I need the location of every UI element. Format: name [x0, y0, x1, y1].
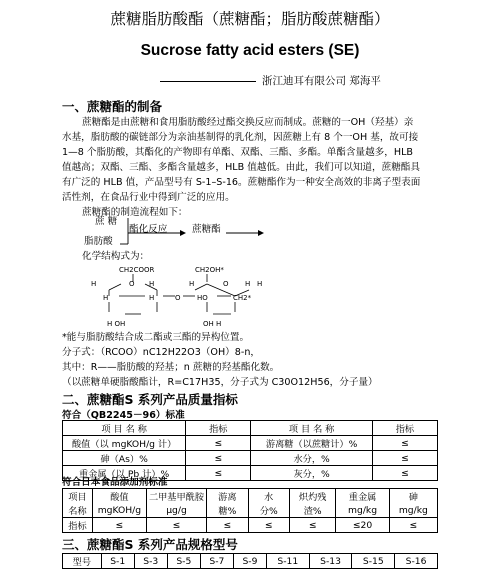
struct-ch2oh: CH2OH*: [195, 266, 224, 274]
section3-heading: 三、蔗糖酯S 系列产品规格型号: [62, 537, 238, 552]
s1-para-line-1: 蔗糖酯是由蔗糖和食用脂肪酸经过酯交换反应而制成。蔗糖的一OH（羟基）亲: [82, 117, 414, 128]
table-cell: 灰分，%: [251, 466, 373, 481]
table-cell: 分%: [248, 503, 289, 518]
table-row: [63, 554, 438, 569]
s1-para-line-4: 值越高；双酯、三酯、多酯含量越多，HLB 值越低。由此，我们可以知道，蔗糖酯具: [62, 162, 420, 173]
s1-para-line-3: 1—8 个脂肪酸，其酯化的产物即有单酯、双酯、三酯、多酯。单酯含量越多，HLB: [62, 147, 413, 158]
table-cell: 水分，%: [251, 451, 373, 466]
table-cell: ≤: [186, 451, 251, 466]
table-row: [63, 503, 438, 518]
table-cell: 项 目 名 称: [251, 421, 373, 436]
table-cell: mg/kg: [336, 503, 389, 518]
table-cell: mgKOH/g: [92, 503, 146, 518]
doc-title: 蔗糖脂肪酸酯（蔗糖酯；脂肪酸蔗糖酯）: [110, 10, 390, 28]
section1-heading: 一、蔗糖酯的制备: [62, 99, 163, 114]
flow-fatty-acid: 脂肪酸: [84, 236, 113, 247]
table-cell: ≤: [207, 518, 248, 533]
table-cell: 指标: [372, 421, 437, 436]
table-cell: S-7: [200, 554, 233, 569]
table-cell: S-9: [233, 554, 266, 569]
table-cell: 酸值（以 mgKOH/g 计）: [63, 436, 186, 451]
model-table: [62, 553, 438, 569]
table-cell: S-11: [266, 554, 309, 569]
standard-qb-label: 符合（QB2245－96）标准: [62, 410, 185, 421]
table-cell: S-16: [395, 554, 438, 569]
table-cell: 游离: [207, 489, 248, 504]
table-cell: ≤: [372, 436, 437, 451]
table-cell: S-5: [167, 554, 200, 569]
table-cell: 炽灼残: [289, 489, 335, 504]
table-cell: ≤: [248, 518, 289, 533]
doc-subtitle: Sucrose fatty acid esters (SE): [140, 42, 360, 59]
table-cell: 型号: [63, 554, 102, 569]
table-cell: μg/g: [146, 503, 206, 518]
table-cell: 砷（As）%: [63, 451, 186, 466]
table-row: [63, 421, 438, 436]
table-cell: ≤: [92, 518, 146, 533]
table-cell: 重金属（以 Pb 计）%: [63, 466, 186, 481]
formula-example: （以蔗糖单硬脂酸酯计，R=C17H35，分子式为 C30O12H56，分子量）: [62, 377, 378, 388]
author-dash: [160, 81, 256, 82]
table-cell: mg/kg: [389, 503, 437, 518]
table-row: [63, 518, 438, 533]
formula-where: 其中：R——脂肪酸的羟基；n 蔗糖的羟基酯化数。: [62, 362, 280, 373]
table-cell: 渣%: [289, 503, 335, 518]
s1-para-line-2: 水基，脂肪酸的碳链部分为亲油基制得的乳化剂，因蔗糖上有 8 个一OH 基，故可接: [62, 132, 419, 143]
table-cell: 砷: [389, 489, 437, 504]
struct-h3: H: [103, 294, 109, 302]
table-cell: ≤: [372, 451, 437, 466]
struct-o3: O: [223, 280, 229, 288]
chemical-structure: [85, 262, 285, 332]
flow-intro: 蔗糖酯的制造流程如下：: [82, 207, 188, 218]
isomer-note: *能与脂肪酸结合成二酯或三酯的异构位置。: [62, 332, 250, 343]
table-row: [63, 451, 438, 466]
struct-o1: O: [129, 280, 135, 288]
struct-ch2coor: CH2COOR: [119, 266, 155, 274]
table-cell: S-3: [134, 554, 167, 569]
struct-h6: H: [149, 294, 155, 302]
s1-para-line-6: 活性剂，在食品行业中得到广泛的应用。: [62, 192, 235, 203]
table-cell: ≤: [146, 518, 206, 533]
table-cell: ≤: [289, 518, 335, 533]
table-row: [63, 436, 438, 451]
struct-intro: 化学结构式为：: [82, 251, 150, 262]
struct-h4: H: [257, 280, 263, 288]
table-cell: 名称: [63, 503, 93, 518]
molecular-formula: 分子式：（RCOO）nC12H22O3（OH）8-n，: [62, 347, 261, 358]
quality-table: [62, 420, 438, 481]
table-cell: 二甲基甲酰胺: [146, 489, 206, 504]
struct-h1: H: [91, 280, 97, 288]
struct-oh-left: H OH: [107, 320, 126, 328]
s1-para-line-5: 有广泛的 HLB 值，产品型号有 S-1–S-16。蔗糖酯作为一种安全高效的非离子型表面: [62, 177, 421, 188]
table-row: [63, 489, 438, 504]
table-cell: S-13: [309, 554, 352, 569]
table-cell: ≤20: [336, 518, 389, 533]
japan-standard-table: [62, 488, 438, 533]
table-cell: 指标: [63, 518, 93, 533]
struct-ch2star: CH2*: [233, 294, 252, 302]
table-cell: 水: [248, 489, 289, 504]
struct-h5: H: [189, 280, 195, 288]
table-cell: ≤: [186, 466, 251, 481]
table-cell: 项目: [63, 489, 93, 504]
section2-heading: 二、蔗糖酯S 系列产品质量指标: [62, 392, 238, 407]
struct-h2: H: [149, 280, 155, 288]
struct-ho: HO: [197, 294, 208, 302]
table-cell: 重金属: [336, 489, 389, 504]
table-cell: 游离糖（以蔗糖计）%: [251, 436, 373, 451]
flow-product: 蔗糖酯: [192, 224, 221, 235]
table-cell: 酸值: [92, 489, 146, 504]
struct-h7: H: [245, 280, 251, 288]
table-cell: ≤: [389, 518, 437, 533]
struct-oh-right: OH H: [203, 320, 222, 328]
flow-arrows: [80, 205, 280, 255]
doc-author: [160, 73, 381, 88]
table-cell: ≤: [372, 466, 437, 481]
standard-japan-label: 符合日本食品添加剂标准: [62, 477, 168, 488]
table-cell: S-15: [352, 554, 395, 569]
flow-sucrose: 蔗 糖: [95, 216, 118, 227]
table-cell: 指标: [186, 421, 251, 436]
table-cell: ≤: [186, 436, 251, 451]
table-cell: 项 目 名 称: [63, 421, 186, 436]
flow-reaction-label: 酯化反应: [129, 224, 168, 235]
author-text: 浙江迪耳有限公司 郑海平: [262, 75, 381, 87]
struct-o2: O: [175, 294, 181, 302]
table-cell: 糖%: [207, 503, 248, 518]
table-cell: S-1: [101, 554, 134, 569]
